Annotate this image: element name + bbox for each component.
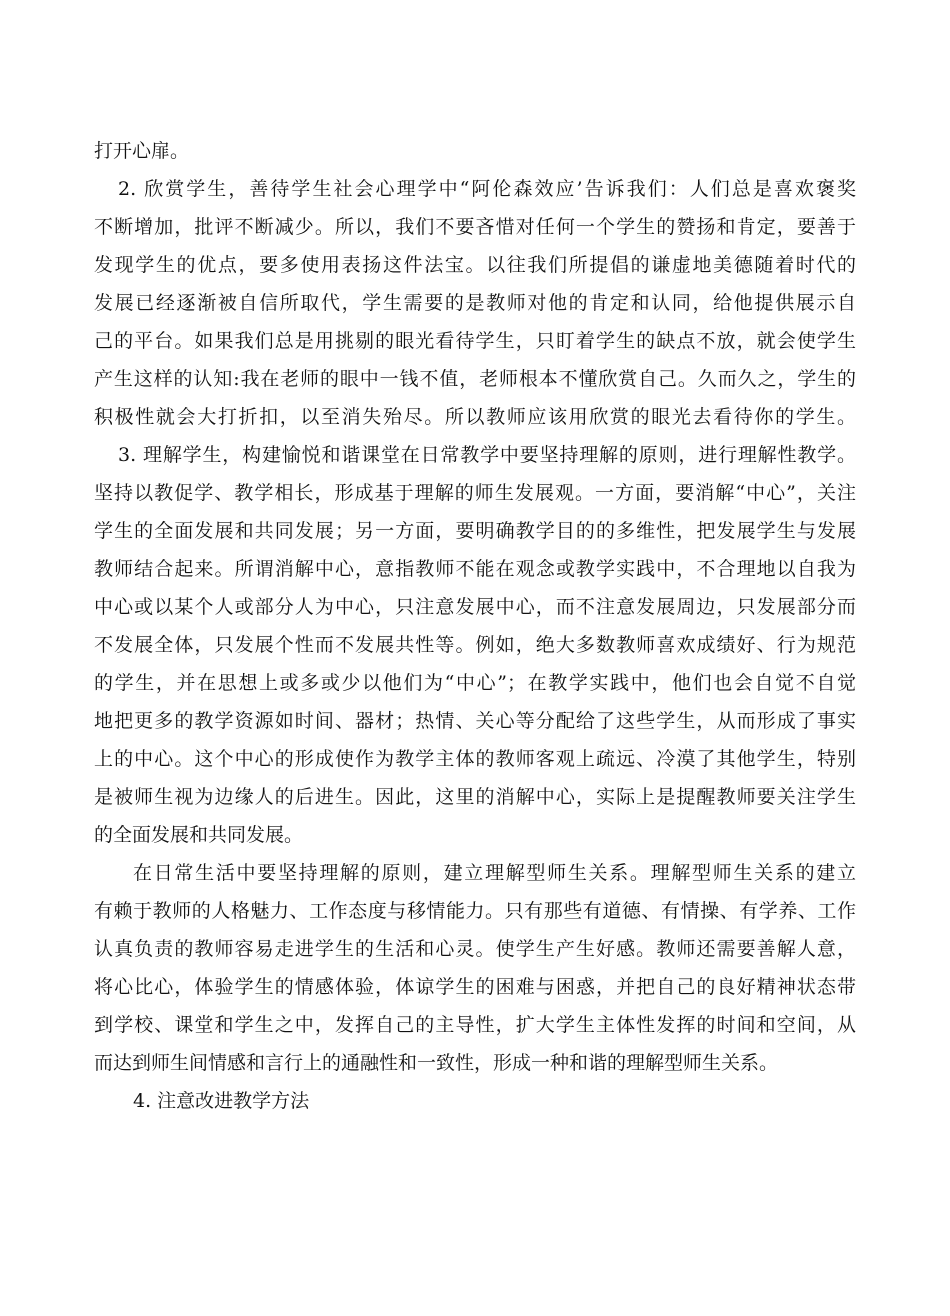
paragraph-line: 不断增加，批评不断减少。所以，我们不要吝惜对任何一个学生的赞扬和肯定，要善于	[94, 216, 856, 238]
paragraph-line: 是被师生视为边缘人的后进生。因此，这里的消解中心，实际上是提醒教师要关注学生	[94, 786, 856, 808]
paragraph-line: 上的中心。这个中心的形成使作为教学主体的教师客观上疏远、冷漠了其他学生，特别	[94, 748, 856, 770]
paragraph-line: 发现学生的优点，要多使用表扬这件法宝。以往我们所提倡的谦虚地美德随着时代的	[94, 254, 856, 276]
paragraph-line: 产生这样的认知:我在老师的眼中一钱不值，老师根本不懂欣赏自己。久而久之，学生的	[94, 368, 856, 390]
heading-line: 2. 欣赏学生，善待学生社会心理学中“阿伦森效应’告诉我们：人们总是喜欢褒奖	[118, 178, 856, 200]
paragraph-line: 积极性就会大打折扣，以至消失殆尽。所以教师应该用欣赏的眼光去看待你的学生。	[94, 406, 856, 428]
paragraph-line: 坚持以教促学、教学相长，形成基于理解的师生发展观。一方面，要消解“中心”，关注	[94, 482, 856, 504]
paragraph-line: 的全面发展和共同发展。	[94, 824, 304, 846]
paragraph-line: 到学校、课堂和学生之中，发挥自己的主导性，扩大学生主体性发挥的时间和空间，从	[94, 1014, 856, 1036]
paragraph-line: 将心比心，体验学生的情感体验，体谅学生的困难与困惑，并把自己的良好精神状态带	[94, 976, 856, 998]
paragraph-line: 认真负责的教师容易走进学生的生活和心灵。使学生产生好感。教师还需要善解人意，	[94, 938, 856, 960]
paragraph-line: 发展已经逐渐被自信所取代，学生需要的是教师对他的肯定和认同，给他提供展示自	[94, 292, 856, 314]
paragraph-line: 己的平台。如果我们总是用挑剔的眼光看待学生，只盯着学生的缺点不放，就会使学生	[94, 330, 856, 352]
paragraph-line: 打开心扉。	[94, 140, 190, 162]
paragraph-line: 地把更多的教学资源如时间、器材；热情、关心等分配给了这些学生，从而形成了事实	[94, 710, 856, 732]
paragraph-line: 在日常生活中要坚持理解的原则，建立理解型师生关系。理解型师生关系的建立	[133, 862, 856, 884]
paragraph-line: 的学生，并在思想上或多或少以他们为“中心”；在教学实践中，他们也会自觉不自觉	[94, 672, 856, 694]
paragraph-line: 不发展全体，只发展个性而不发展共性等。例如，绝大多数教师喜欢成绩好、行为规范	[94, 634, 856, 656]
heading-line: 4. 注意改进教学方法	[133, 1090, 310, 1112]
paragraph-line: 学生的全面发展和共同发展；另一方面，要明确教学目的的多维性，把发展学生与发展	[94, 520, 856, 542]
paragraph-line: 而达到师生间情感和言行上的通融性和一致性，形成一种和谐的理解型师生关系。	[94, 1052, 779, 1074]
paragraph-line: 教师结合起来。所谓消解中心，意指教师不能在观念或教学实践中，不合理地以自我为	[94, 558, 856, 580]
heading-line: 3. 理解学生，构建愉悦和谐课堂在日常教学中要坚持理解的原则，进行理解性教学。	[118, 444, 856, 466]
paragraph-line: 有赖于教师的人格魅力、工作态度与移情能力。只有那些有道德、有情操、有学养、工作	[94, 900, 856, 922]
paragraph-line: 中心或以某个人或部分人为中心，只注意发展中心，而不注意发展周边，只发展部分而	[94, 596, 856, 618]
